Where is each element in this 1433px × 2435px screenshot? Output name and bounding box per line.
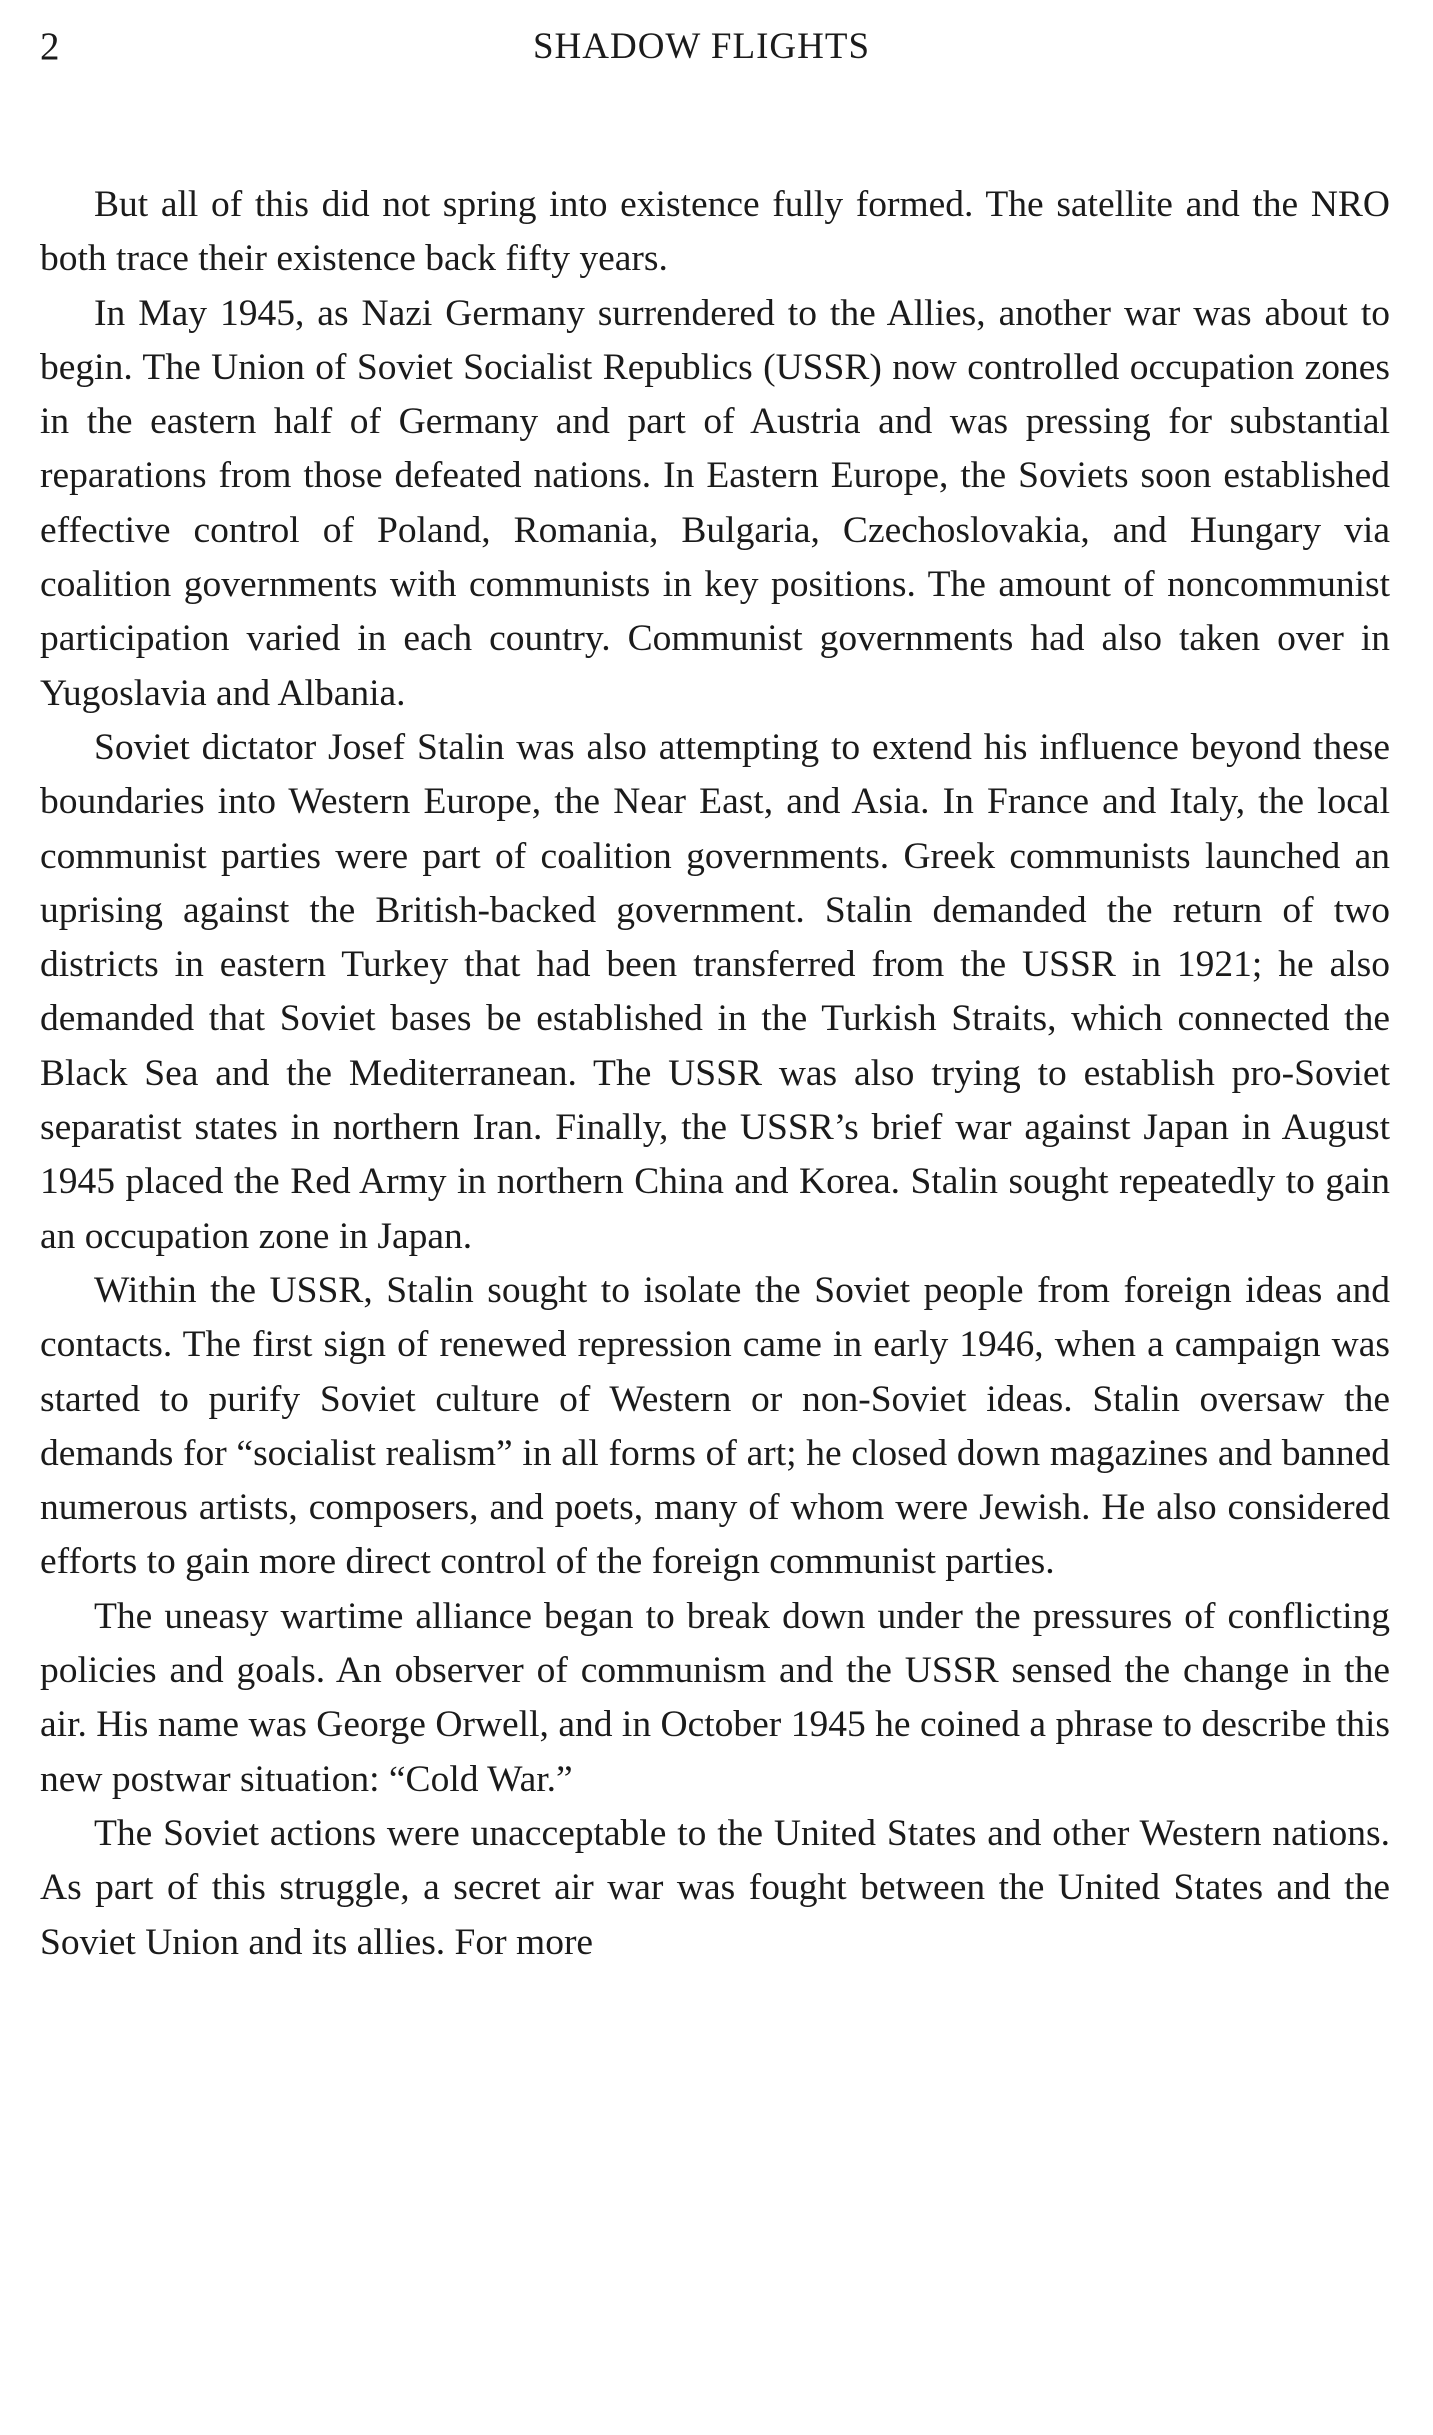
running-head <box>40 22 1393 72</box>
body-text <box>40 178 1390 1970</box>
paragraph: The Soviet actions were unacceptable to the United States and other Western nations. As part of this struggle, a secret air war was fought between the United States and the Soviet Union and its allies. For more <box>40 1812 1390 1963</box>
paragraph: Soviet dictator Josef Stalin was also attempting to extend his influence beyond these boundaries into Western Europe, the Near East, and Asia. In France and Italy, the local communist parties were part of coalition governments. Greek communists launched an uprising against the British-backed government. Stalin demanded the return of two districts in eastern Turkey that had been transferred from the USSR in 1921; he also demanded that Soviet bases be established in the Turkish Straits, which connected the Black Sea and the Mediterranean. The USSR was also trying to establish pro-Soviet separatist states in northern Iran. Finally, the USSR’s brief war against Japan in August 1945 placed the Red Army in northern China and Korea. Stalin sought repeatedly to gain an occupation zone in Japan. <box>40 726 1390 1257</box>
paragraph: But all of this did not spring into existence fully formed. The satellite and the NRO both trace their existence back fifty years. <box>40 184 1390 280</box>
paragraph: Within the USSR, Stalin sought to isolate the Soviet people from foreign ideas and contacts. The first sign of renewed repression came in early 1946, when a campaign was started to purify Soviet culture of Western or non-Soviet ideas. Stalin oversaw the demands for “socialist realism” in all forms of art; he closed down magazines and banned numerous artists, composers, and poets, many of whom were Jewish. He also considered efforts to gain more direct control of the foreign communist parties. <box>40 1269 1390 1583</box>
running-title: SHADOW FLIGHTS <box>532 26 871 67</box>
page-number: 2 <box>40 25 60 68</box>
paragraph: In May 1945, as Nazi Germany surrendered to the Allies, another war was about to begin. The Union of Soviet Socialist Republics (USSR) now controlled occupation zones in the eastern half of Germany and part of Austria and was pressing for substantial reparations from those defeated nations. In Eastern Europe, the Soviets soon established effective control of Poland, Romania, Bulgaria, Czechoslovakia, and Hungary via coalition governments with communists in key positions. The amount of noncommunist participation varied in each country. Communist governments had also taken over in Yugoslavia and Albania. <box>40 292 1390 714</box>
paragraph: The uneasy wartime alliance began to break down under the pressures of conflicting policies and goals. An observer of communism and the USSR sensed the change in the air. His name was George Orwell, and in October 1945 he coined a phrase to describe this new postwar situation: “Cold War.” <box>40 1595 1390 1800</box>
